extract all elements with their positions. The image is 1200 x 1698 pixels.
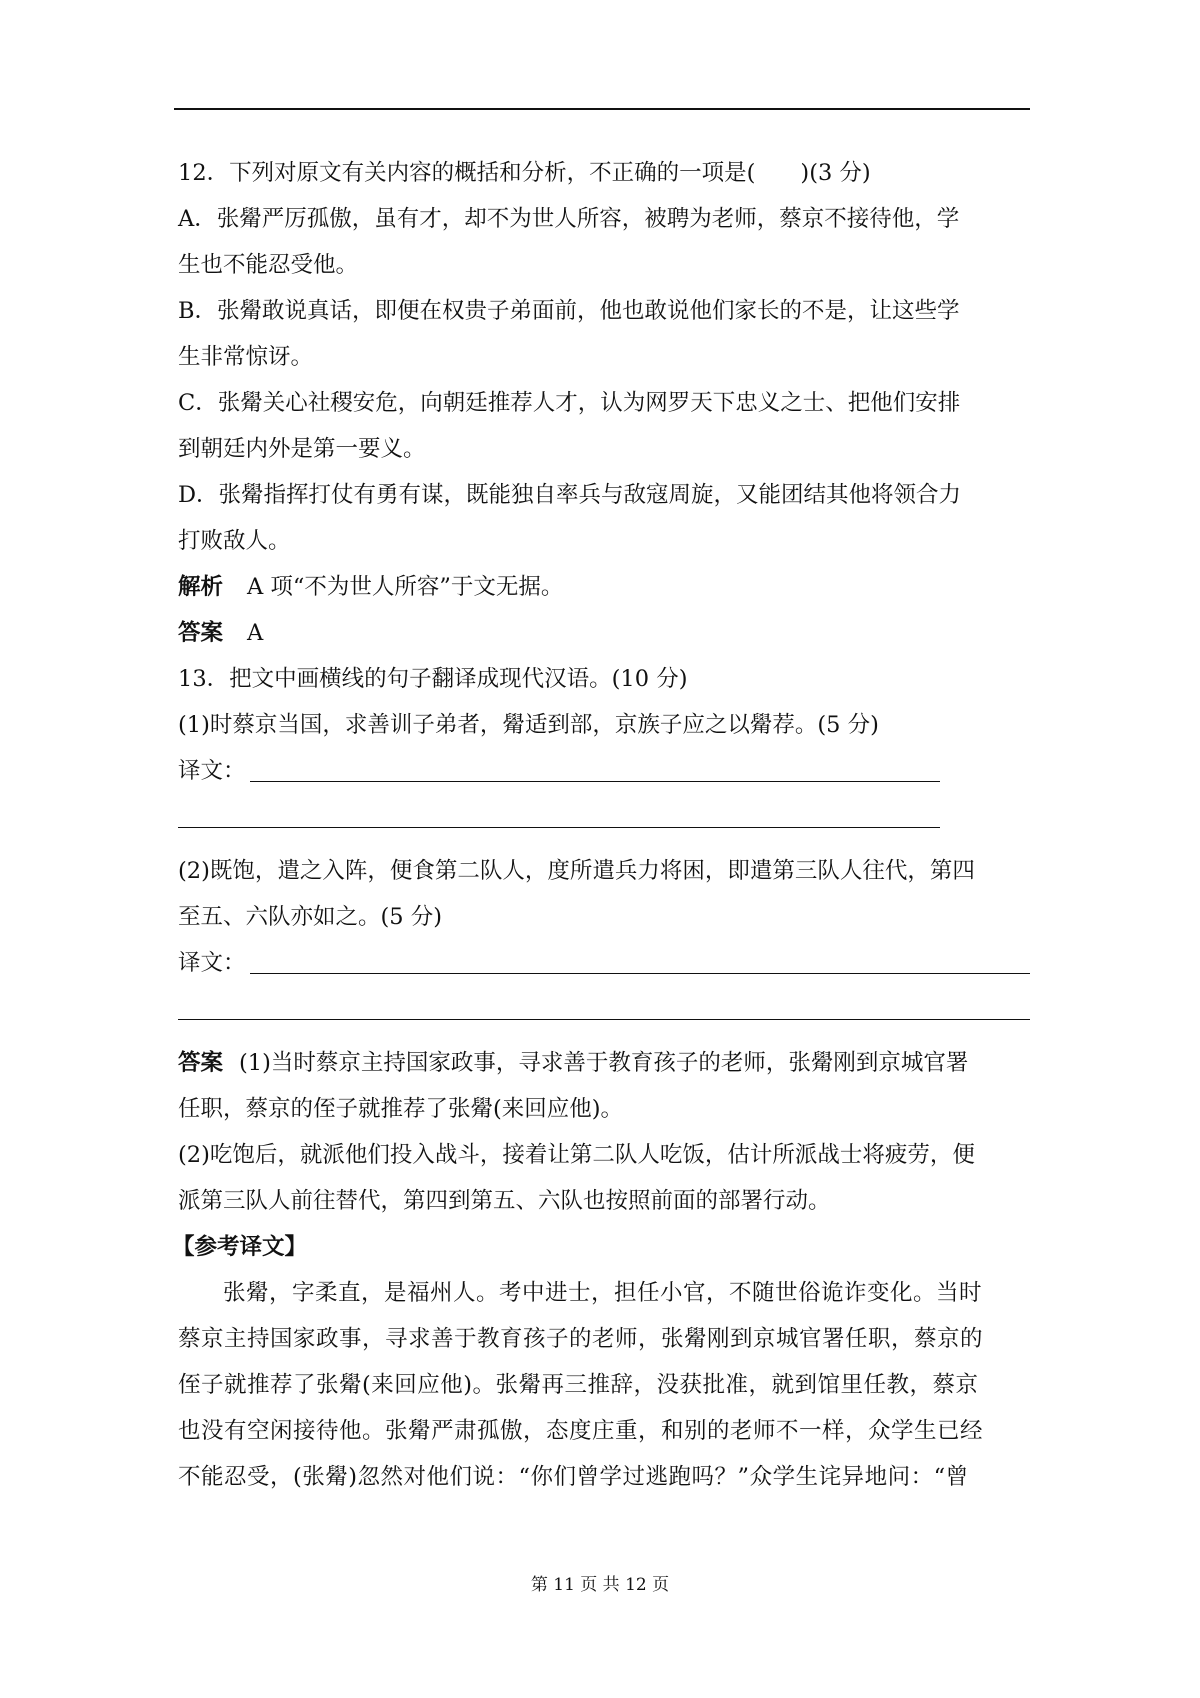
answer-text: A xyxy=(247,620,264,646)
q12-option-c-line-2: 到朝廷内外是第一要义。 xyxy=(178,436,426,462)
q13-answer-1-line-1 xyxy=(178,1040,1030,1086)
q12-option-a-line-1: A．张觷严厉孤傲，虽有才，却不为世人所容，被聘为老师，蔡京不接待他，学 xyxy=(178,206,960,232)
translation-label: 译文： xyxy=(178,950,246,976)
analysis-text: A 项“不为世人所容”于文无据。 xyxy=(247,574,564,600)
reference-line: 也没有空闲接待他。张觷严肃孤傲，态度庄重，和别的老师不一样，众学生已经 xyxy=(178,1418,984,1444)
reference-line: 侄子就推荐了张觷(来回应他)。张觷再三推辞，没获批准，就到馆里任教，蔡京 xyxy=(178,1372,979,1398)
q12-option-d-line-2: 打败敌人。 xyxy=(178,528,291,554)
q13-answer-1-line-2: 任职，蔡京的侄子就推荐了张觷(来回应他)。 xyxy=(178,1096,624,1122)
answer-1-text: (1)当时蔡京主持国家政事，寻求善于教育孩子的老师，张觷刚到京城官署 xyxy=(239,1050,969,1076)
q12-option-d-line-1: D．张觷指挥打仗有勇有谋，既能独自率兵与敌寇周旋，又能团结其他将领合力 xyxy=(178,482,962,508)
header-rule xyxy=(174,108,1030,110)
answer-underline xyxy=(178,1019,1030,1020)
q13-sub1: (1)时蔡京当国，求善训子弟者，觷适到部，京族子应之以觷荐。(5 分) xyxy=(178,712,879,738)
answer-label: 答案 xyxy=(178,620,224,646)
q13-translation-blank-2b xyxy=(178,986,1030,1032)
q13-sub2-line-1: (2)既饱，遣之入阵，便食第二队人，度所遣兵力将困，即遣第三队人往代，第四 xyxy=(178,858,975,884)
q13-sub2-line-2: 至五、六队亦如之。(5 分) xyxy=(178,904,443,930)
answer-label: 答案 xyxy=(178,1050,224,1076)
page-content xyxy=(172,150,1030,1500)
answer-underline xyxy=(178,827,940,828)
q12-stem: 12．下列对原文有关内容的概括和分析，不正确的一项是( )(3 分) xyxy=(178,160,871,186)
q12-option-c-line-1: C．张觷关心社稷安危，向朝廷推荐人才，认为网罗天下忠义之士、把他们安排 xyxy=(178,390,961,416)
q12-analysis xyxy=(178,564,1030,610)
q13-translation-blank-1b xyxy=(178,794,1030,840)
q13-translation-blank-1 xyxy=(178,748,1030,794)
q12-option-b-line-1: B．张觷敢说真话，即便在权贵子弟面前，他也敢说他们家长的不是，让这些学 xyxy=(178,298,960,324)
q13-translation-blank-2 xyxy=(178,940,1030,986)
analysis-label: 解析 xyxy=(178,574,224,600)
q13-stem: 13．把文中画横线的句子翻译成现代汉语。(10 分) xyxy=(178,666,688,692)
page-footer: 第 11 页 共 12 页 xyxy=(530,1575,670,1595)
answer-underline xyxy=(250,781,940,782)
translation-label: 译文： xyxy=(178,758,246,784)
q12-option-a-line-2: 生也不能忍受他。 xyxy=(178,252,359,278)
q12-option-b-line-2: 生非常惊讶。 xyxy=(178,344,314,370)
q13-answer-2-line-2: 派第三队人前往替代，第四到第五、六队也按照前面的部署行动。 xyxy=(178,1188,831,1214)
answer-underline xyxy=(250,973,1030,974)
reference-title: 【参考译文】 xyxy=(172,1234,308,1260)
q13-answer-2-line-1: (2)吃饱后，就派他们投入战斗，接着让第二队人吃饭，估计所派战士将疲劳，便 xyxy=(178,1142,975,1168)
q12-answer xyxy=(178,610,1030,656)
reference-line: 不能忍受，(张觷)忽然对他们说：“你们曾学过逃跑吗？”众学生诧异地问：“曾 xyxy=(178,1464,969,1490)
reference-line: 蔡京主持国家政事，寻求善于教育孩子的老师，张觷刚到京城官署任职，蔡京的 xyxy=(178,1326,984,1352)
reference-line: 张觷，字柔直，是福州人。考中进士，担任小官，不随世俗诡诈变化。当时 xyxy=(223,1280,983,1306)
